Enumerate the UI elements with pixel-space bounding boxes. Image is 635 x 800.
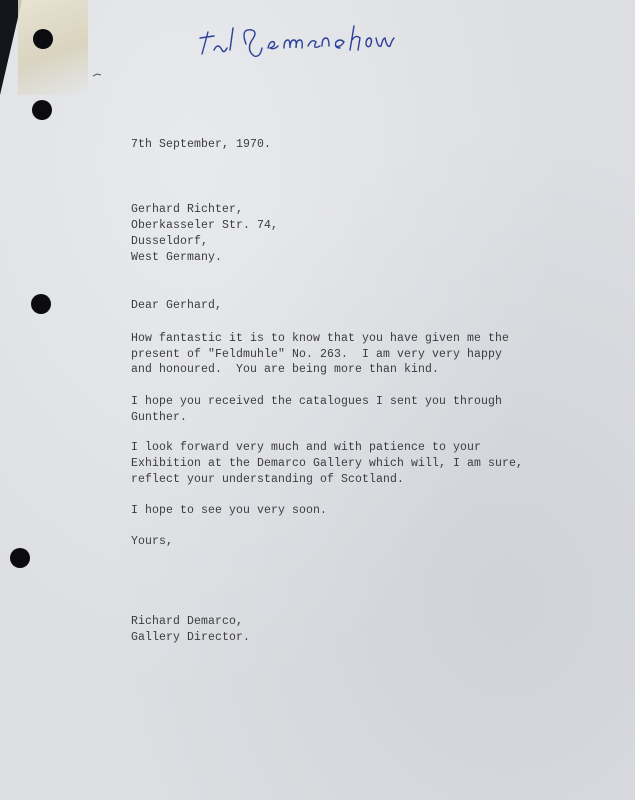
- letter-date: 7th September, 1970.: [131, 138, 272, 151]
- paragraph-line: I look forward very much and with patience to your: [131, 441, 482, 454]
- paragraph-line: I hope to see you very soon.: [131, 504, 328, 517]
- paragraph-line: Exhibition at the Demarco Gallery which will, I am sure,: [131, 457, 524, 470]
- paragraph-line: and honoured. You are being more than kind.: [131, 363, 440, 376]
- recipient-country: West Germany.: [131, 251, 223, 264]
- recipient-street: Oberkasseler Str. 74,: [131, 219, 279, 232]
- paragraph-line: present of "Feldmuhle" No. 263. I am very very happy: [131, 348, 503, 361]
- signatory-name: Richard Demarco,: [131, 615, 244, 628]
- recipient-city: Dusseldorf,: [131, 235, 209, 248]
- paragraph-line: reflect your understanding of Scotland.: [131, 473, 405, 486]
- paragraph-line: I hope you received the catalogues I sent you through: [131, 395, 503, 408]
- recipient-name: Gerhard Richter,: [131, 203, 244, 216]
- signatory-title: Gallery Director.: [131, 631, 251, 644]
- closing: Yours,: [131, 535, 174, 548]
- salutation: Dear Gerhard,: [131, 299, 223, 312]
- paragraph-line: How fantastic it is to know that you have given me the: [131, 332, 510, 345]
- paragraph-line: Gunther.: [131, 411, 188, 424]
